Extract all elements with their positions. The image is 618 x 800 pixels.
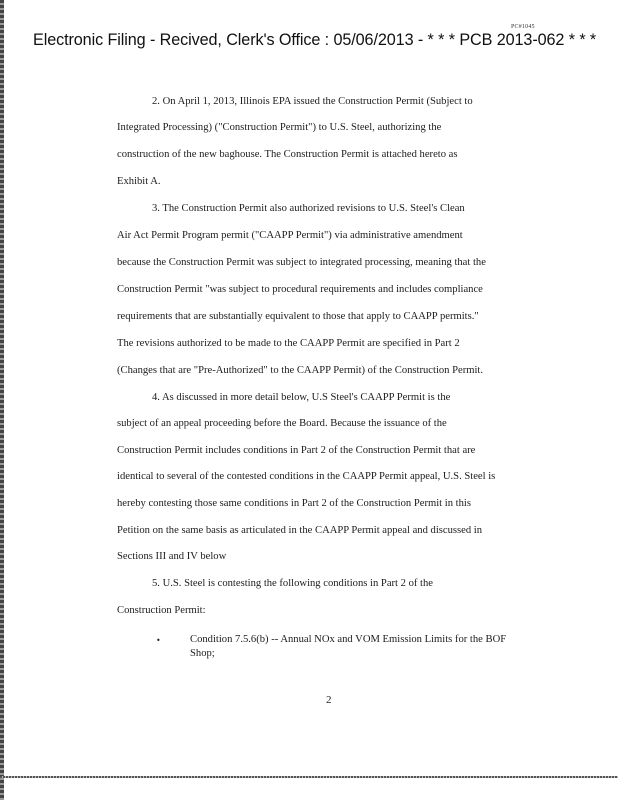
body-line: requirements that are substantially equivalent to those that apply to CAAPP permits.": [117, 311, 479, 322]
body-line: Air Act Permit Program permit ("CAAPP Permit") via administrative amendment: [117, 230, 463, 241]
scan-edge: [0, 0, 4, 800]
body-line: 5. U.S. Steel is contesting the following conditions in Part 2 of the: [152, 578, 434, 589]
body-line: 2. On April 1, 2013, Illinois EPA issued the Construction Permit (Subject to: [152, 96, 473, 107]
body-line: Integrated Processing) ("Construction Permit") to U.S. Steel, authorizing the: [117, 122, 442, 133]
body-line: Construction Permit "was subject to procedural requirements and includes compliance: [117, 284, 483, 295]
body-line: hereby contesting those same conditions in Part 2 of the Construction Permit in this: [117, 498, 471, 509]
body-line: (Changes that are "Pre-Authorized" to the CAAPP Permit) of the Construction Permit.: [117, 365, 484, 376]
list-item: Condition 7.5.6(b) -- Annual NOx and VOM Emission Limits for the BOF: [190, 634, 507, 645]
corner-stamp: PC#1045: [511, 24, 535, 30]
body-line: Sections III and IV below: [117, 551, 227, 562]
body-line: Construction Permit:: [117, 605, 206, 616]
body-line: Construction Permit includes conditions in Part 2 of the Construction Permit that are: [117, 445, 476, 456]
body-line: 3. The Construction Permit also authorized revisions to U.S. Steel's Clean: [152, 203, 465, 214]
bullet-icon: •: [156, 636, 161, 645]
list-item: Shop;: [190, 648, 215, 659]
body-line: Exhibit A.: [117, 176, 161, 187]
body-line: construction of the new baghouse. The Construction Permit is attached hereto as: [117, 149, 458, 160]
body-line: 4. As discussed in more detail below, U.S Steel's CAAPP Permit is the: [152, 392, 451, 403]
body-line: identical to several of the contested conditions in the CAAPP Permit appeal, U.S. Steel is: [117, 471, 496, 482]
page-number: 2: [326, 694, 332, 706]
body-line: subject of an appeal proceeding before the Board. Because the issuance of the: [117, 418, 447, 429]
scan-bottom-rule: [0, 776, 618, 778]
body-line: because the Construction Permit was subject to integrated processing, meaning that the: [117, 257, 486, 268]
filing-banner: Electronic Filing - Recived, Clerk's Office : 05/06/2013 - * * * PCB 2013-062 * * *: [33, 31, 597, 49]
body-line: The revisions authorized to be made to the CAAPP Permit are specified in Part 2: [117, 338, 460, 349]
body-line: Petition on the same basis as articulated in the CAAPP Permit appeal and discussed in: [117, 525, 483, 536]
